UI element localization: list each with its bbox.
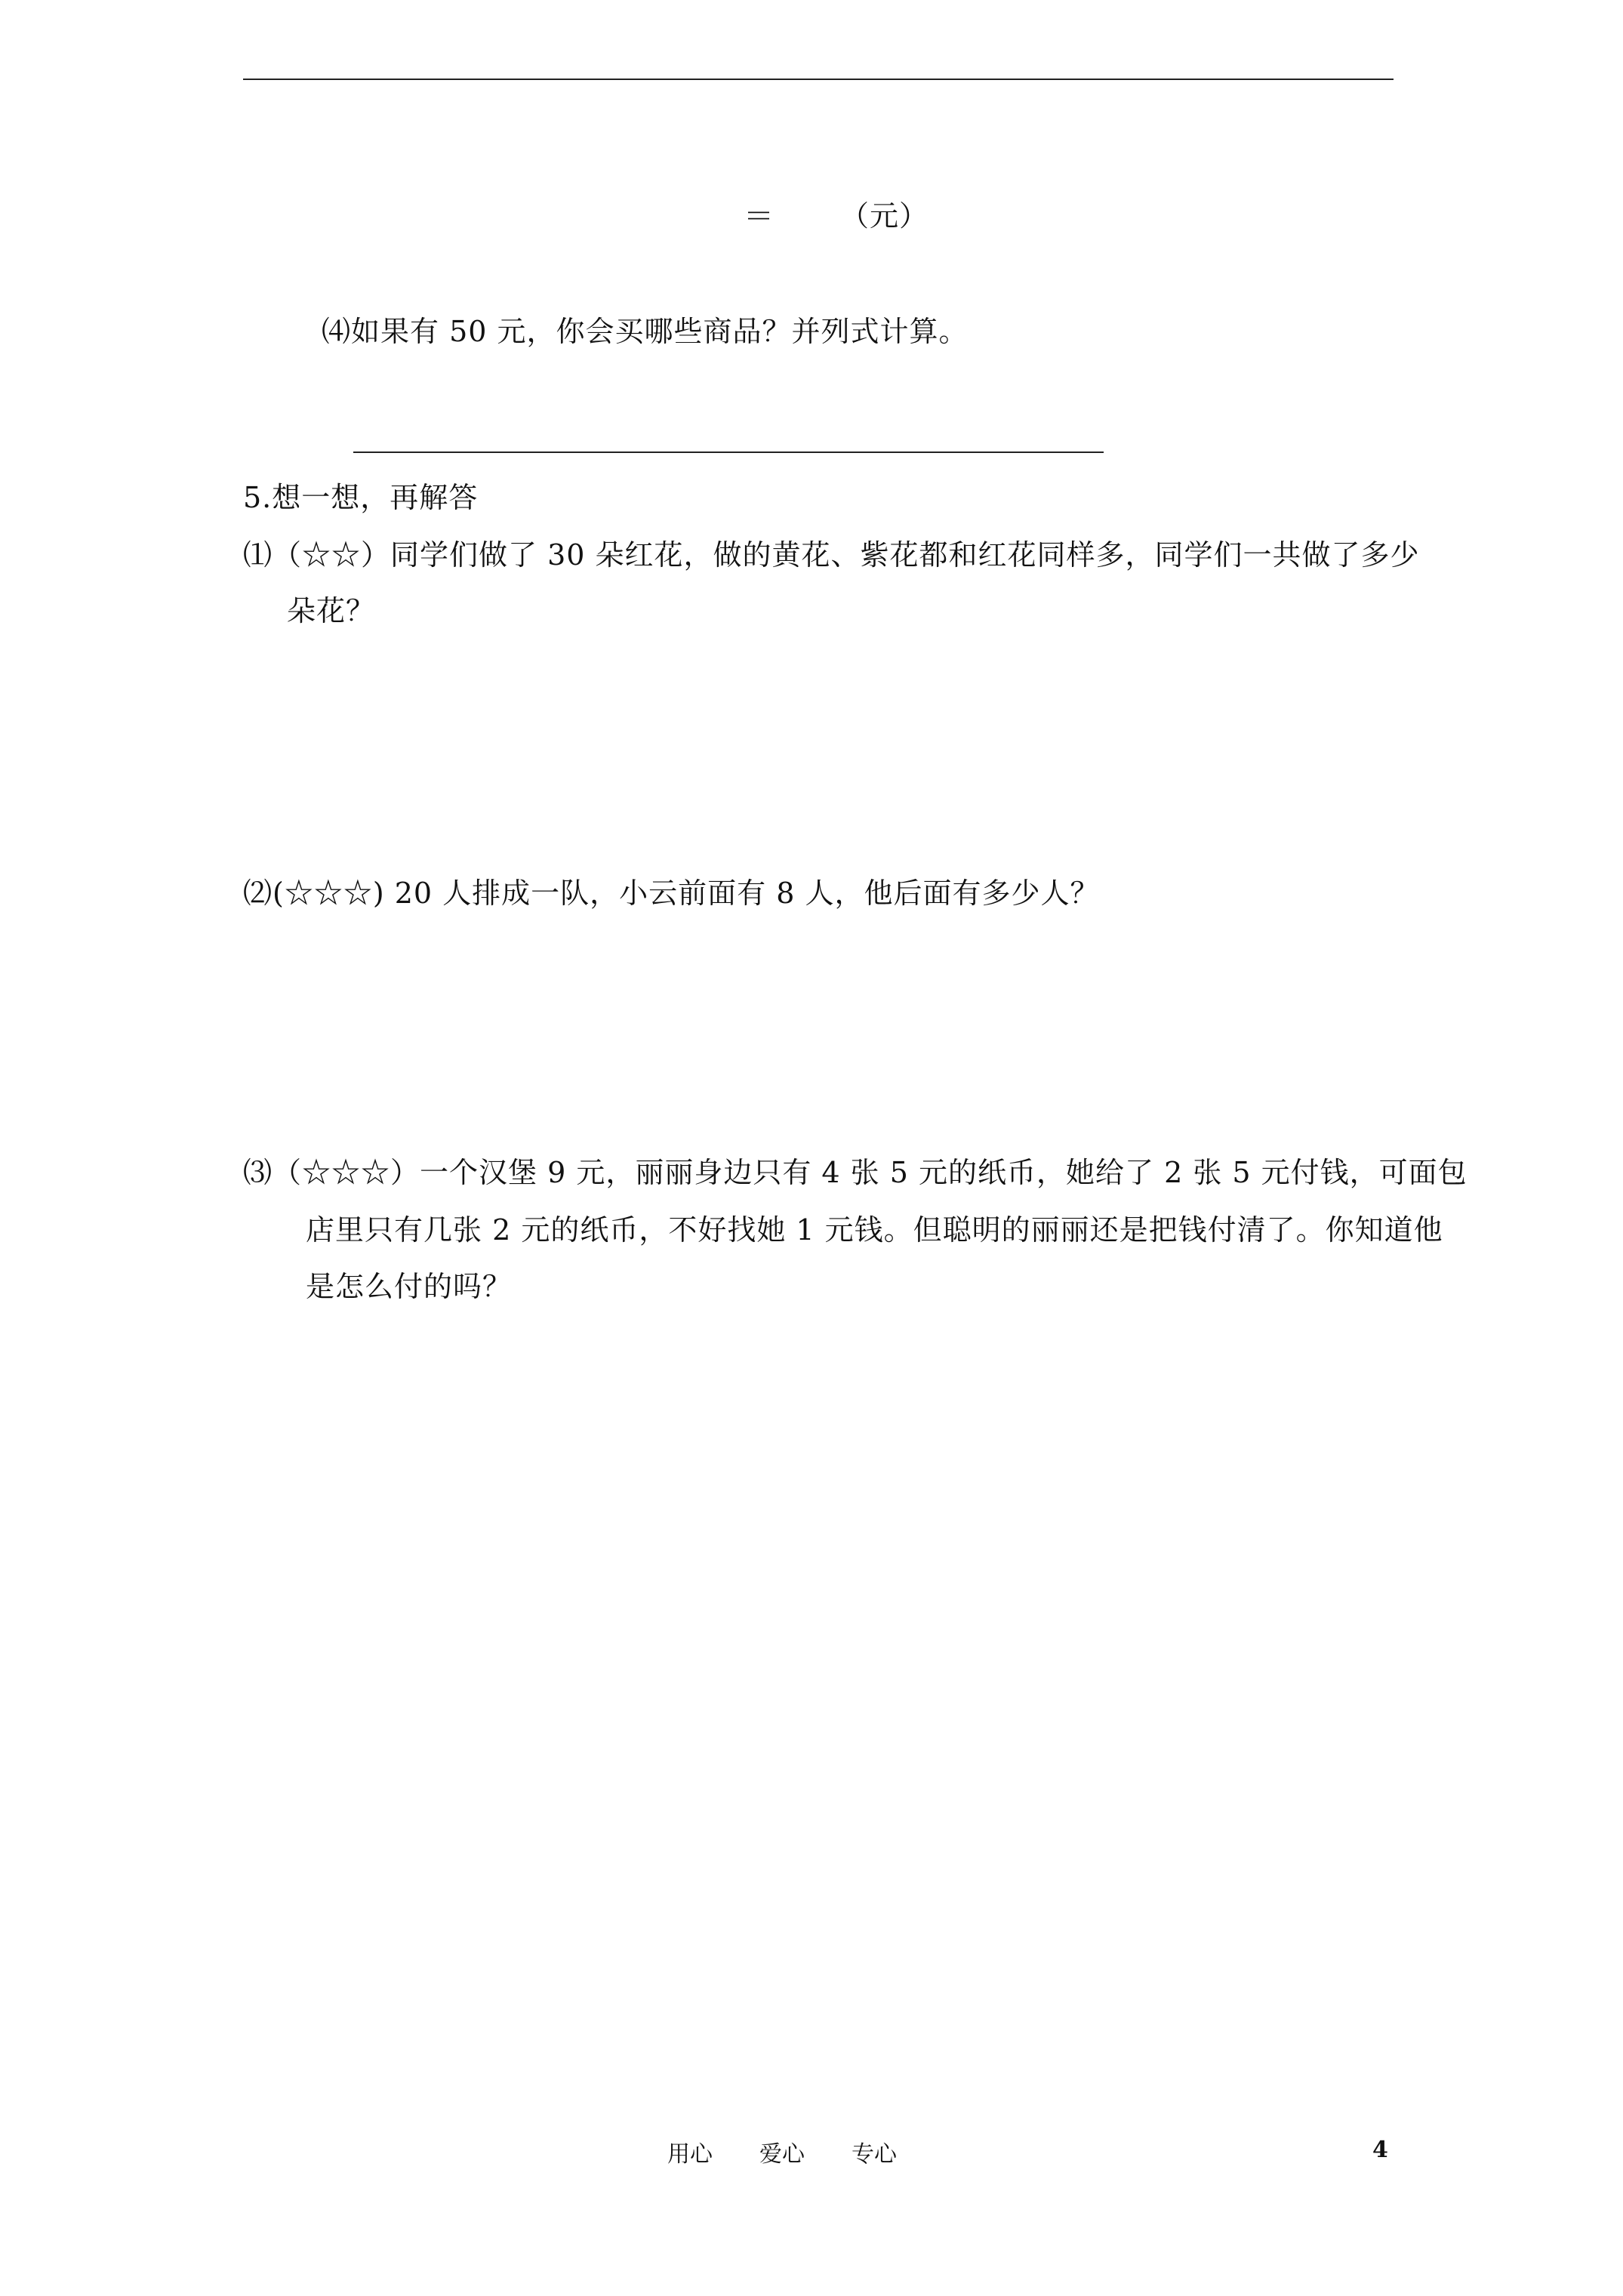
section-5-title: 5.想一想，再解答 bbox=[243, 481, 479, 514]
footer-motto-1: 用心 bbox=[667, 2141, 713, 2168]
problem-1-line-2: 朵花？ bbox=[287, 594, 376, 627]
header-rule bbox=[243, 79, 1394, 80]
equals-sign: ＝ bbox=[744, 199, 775, 234]
answer-line bbox=[353, 451, 1104, 453]
question-4-text: ⑷如果有 50 元，你会买哪些商品？并列式计算。 bbox=[322, 315, 969, 348]
problem-3-line-1: ⑶（☆☆☆）一个汉堡 9 元，丽丽身边只有 4 张 5 元的纸币，她给了 2 张 5 元付钱，可面包 bbox=[243, 1156, 1467, 1189]
problem-3-line-3: 是怎么付的吗？ bbox=[306, 1270, 513, 1303]
footer-motto bbox=[667, 2135, 897, 2168]
footer-motto-3: 专心 bbox=[852, 2141, 897, 2168]
footer-motto-2: 爱心 bbox=[759, 2141, 805, 2168]
page-number: 4 bbox=[1372, 2137, 1388, 2163]
problem-2-line-1: ⑵(☆☆☆) 20 人排成一队，小云前面有 8 人，他后面有多少人？ bbox=[243, 877, 1100, 910]
problem-1-line-1: ⑴（☆☆）同学们做了 30 朵红花，做的黄花、紫花都和红花同样多，同学们一共做了多少 bbox=[243, 538, 1420, 572]
problem-3-line-2: 店里只有几张 2 元的纸币，不好找她 1 元钱。但聪明的丽丽还是把钱付清了。你知道他 bbox=[306, 1213, 1443, 1247]
unit-label: （元） bbox=[840, 199, 929, 233]
